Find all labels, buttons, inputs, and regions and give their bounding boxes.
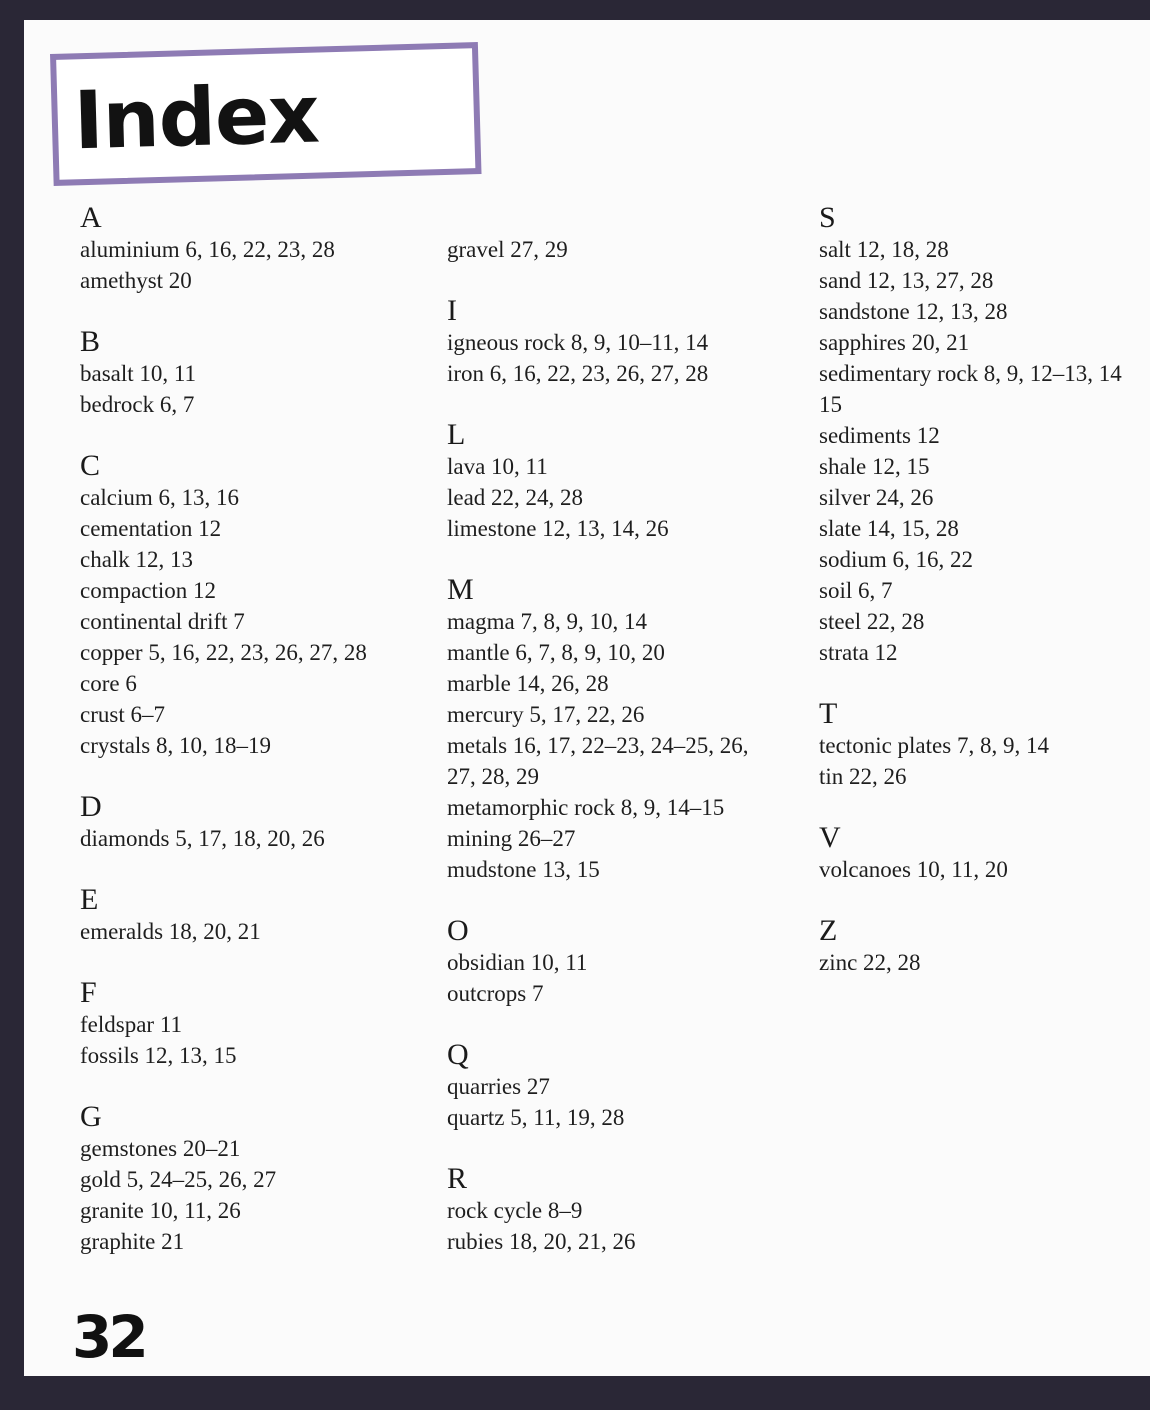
index-column-1 <box>80 201 420 1300</box>
index-entry: tin 22, 26 <box>819 764 907 789</box>
index-entry: basalt 10, 11 <box>80 361 197 386</box>
index-entry: sand 12, 13, 27, 28 <box>819 268 994 293</box>
index-entry: sandstone 12, 13, 28 <box>819 299 1008 324</box>
index-entry: crystals 8, 10, 18–19 <box>80 733 272 758</box>
section-letter: R <box>447 1162 468 1195</box>
index-entry: volcanoes 10, 11, 20 <box>819 857 1008 882</box>
index-entry: marble 14, 26, 28 <box>447 671 609 696</box>
index-column-2 <box>447 230 797 1300</box>
title-frame <box>50 42 482 186</box>
index-entry: diamonds 5, 17, 18, 20, 26 <box>80 826 325 851</box>
index-entry: quarries 27 <box>447 1074 550 1099</box>
section-letter: A <box>80 201 102 234</box>
index-entry: silver 24, 26 <box>819 485 934 510</box>
index-entry: mudstone 13, 15 <box>447 857 600 882</box>
index-entry: soil 6, 7 <box>819 578 893 603</box>
index-entry: magma 7, 8, 9, 10, 14 <box>447 609 647 634</box>
section-letter: V <box>819 821 841 854</box>
index-entry: metamorphic rock 8, 9, 14–15 <box>447 795 725 820</box>
index-entry: mantle 6, 7, 8, 9, 10, 20 <box>447 640 665 665</box>
index-entry: crust 6–7 <box>80 702 165 727</box>
page-number: 32 <box>72 1303 145 1371</box>
index-entry: steel 22, 28 <box>819 609 925 634</box>
index-entry: gravel 27, 29 <box>447 237 568 262</box>
index-entry: lead 22, 24, 28 <box>447 485 584 510</box>
index-entry: limestone 12, 13, 14, 26 <box>447 516 669 541</box>
index-entry: emeralds 18, 20, 21 <box>80 919 261 944</box>
index-entry: amethyst 20 <box>80 268 192 293</box>
index-entry: gold 5, 24–25, 26, 27 <box>80 1167 277 1192</box>
index-entry: lava 10, 11 <box>447 454 548 479</box>
index-entry: cementation 12 <box>80 516 222 541</box>
index-entry: 15 <box>819 392 842 417</box>
index-entry: sediments 12 <box>819 423 940 448</box>
section-letter: F <box>80 976 97 1009</box>
index-entry: igneous rock 8, 9, 10–11, 14 <box>447 330 709 355</box>
section-letter: E <box>80 883 99 916</box>
index-column-3 <box>819 201 1150 1300</box>
index-entry: shale 12, 15 <box>819 454 930 479</box>
index-entry: rock cycle 8–9 <box>447 1198 583 1223</box>
index-entry: sapphires 20, 21 <box>819 330 970 355</box>
section-letter: T <box>819 697 838 730</box>
section-letter: S <box>819 201 836 234</box>
page-title: Index <box>72 67 320 168</box>
section-letter: Z <box>819 914 838 947</box>
index-entry: 27, 28, 29 <box>447 764 539 789</box>
section-letter: M <box>447 573 474 606</box>
index-entry: zinc 22, 28 <box>819 950 921 975</box>
index-entry: feldspar 11 <box>80 1012 182 1037</box>
index-entry: quartz 5, 11, 19, 28 <box>447 1105 625 1130</box>
index-entry: obsidian 10, 11 <box>447 950 588 975</box>
index-entry: granite 10, 11, 26 <box>80 1198 241 1223</box>
index-entry: metals 16, 17, 22–23, 24–25, 26, <box>447 733 749 758</box>
index-entry: iron 6, 16, 22, 23, 26, 27, 28 <box>447 361 709 386</box>
index-entry: graphite 21 <box>80 1229 185 1254</box>
index-entry: slate 14, 15, 28 <box>819 516 959 541</box>
section-letter: L <box>447 418 466 451</box>
index-entry: mercury 5, 17, 22, 26 <box>447 702 645 727</box>
index-entry: compaction 12 <box>80 578 217 603</box>
index-entry: sedimentary rock 8, 9, 12–13, 14 <box>819 361 1122 386</box>
section-letter: B <box>80 325 101 358</box>
index-entry: sodium 6, 16, 22 <box>819 547 973 572</box>
index-entry: gemstones 20–21 <box>80 1136 241 1161</box>
index-entry: aluminium 6, 16, 22, 23, 28 <box>80 237 335 262</box>
section-letter: C <box>80 449 101 482</box>
index-entry: continental drift 7 <box>80 609 245 634</box>
index-entry: salt 12, 18, 28 <box>819 237 949 262</box>
index-entry: mining 26–27 <box>447 826 576 851</box>
index-entry: outcrops 7 <box>447 981 544 1006</box>
section-letter: D <box>80 790 102 823</box>
index-entry: strata 12 <box>819 640 898 665</box>
index-entry: core 6 <box>80 671 137 696</box>
index-entry: copper 5, 16, 22, 23, 26, 27, 28 <box>80 640 367 665</box>
index-entry: bedrock 6, 7 <box>80 392 195 417</box>
section-letter: I <box>447 294 457 327</box>
index-entry: rubies 18, 20, 21, 26 <box>447 1229 636 1254</box>
index-entry: chalk 12, 13 <box>80 547 194 572</box>
section-letter: Q <box>447 1038 469 1071</box>
section-letter: O <box>447 914 469 947</box>
index-entry: calcium 6, 13, 16 <box>80 485 240 510</box>
index-entry: fossils 12, 13, 15 <box>80 1043 237 1068</box>
index-entry: tectonic plates 7, 8, 9, 14 <box>819 733 1049 758</box>
index-page <box>24 20 1150 1376</box>
section-letter: G <box>80 1100 102 1133</box>
